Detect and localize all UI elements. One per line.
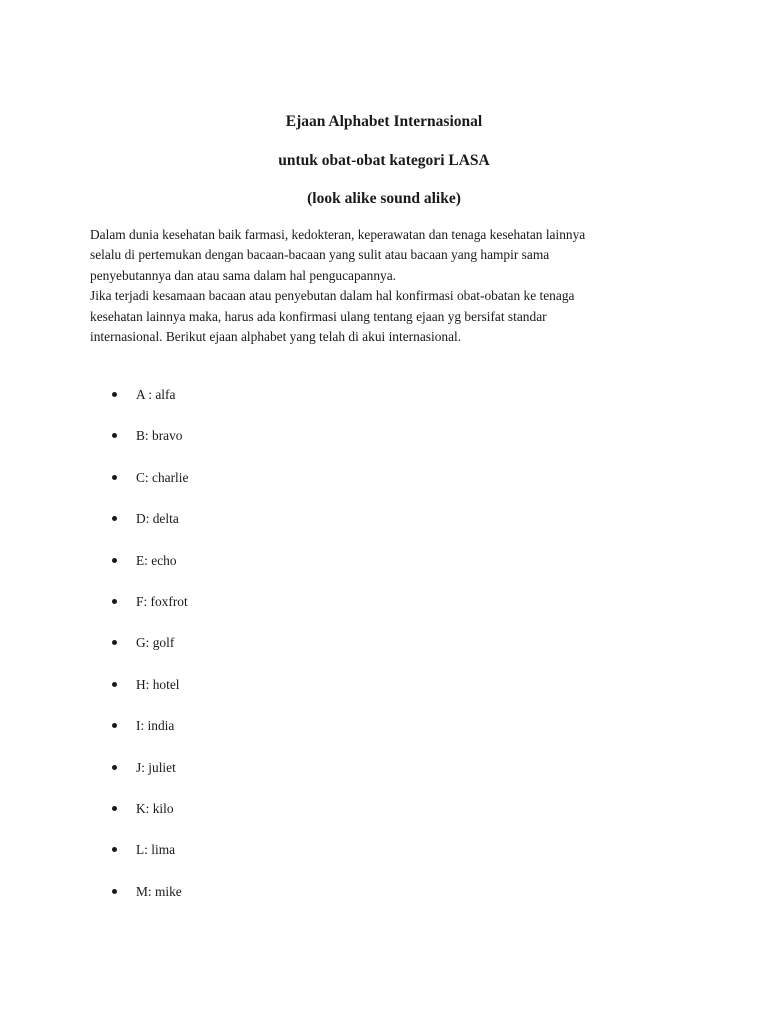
paragraph-line: kesehatan lainnya maka, harus ada konfirmasi ulang tentang ejaan yg bersifat standar (90, 308, 547, 324)
document-title: Ejaan Alphabet Internasional (285, 113, 483, 130)
list-item (0, 424, 768, 465)
phonetic-alphabet-list (0, 383, 768, 921)
bullet-icon (112, 847, 117, 852)
list-item (0, 673, 768, 714)
document-subtitle-secondary: (look alike sound alike) (307, 190, 461, 207)
list-item-text: M: mike (136, 883, 182, 899)
list-item-text: K: kilo (136, 800, 174, 816)
list-item (0, 590, 768, 631)
bullet-icon (112, 889, 117, 894)
list-item-text: H: hotel (136, 676, 180, 692)
list-item-text: J: juliet (136, 759, 176, 775)
bullet-icon (112, 806, 117, 811)
list-item (0, 714, 768, 755)
list-item (0, 383, 768, 424)
bullet-icon (112, 433, 117, 438)
list-item (0, 466, 768, 507)
intro-paragraph-1 (90, 225, 680, 286)
list-item (0, 631, 768, 672)
paragraph-line: penyebutannya dan atau sama dalam hal pengucapannya. (90, 267, 396, 283)
bullet-icon (112, 599, 117, 604)
list-item-text: D: delta (136, 511, 179, 527)
bullet-icon (112, 516, 117, 521)
list-item (0, 549, 768, 590)
list-item-text: B: bravo (136, 428, 183, 444)
list-item (0, 838, 768, 879)
bullet-icon (112, 475, 117, 480)
list-item-text: L: lima (136, 842, 176, 858)
list-item (0, 797, 768, 838)
bullet-icon (112, 558, 117, 563)
list-item-text: C: charlie (136, 469, 189, 485)
list-item (0, 507, 768, 548)
intro-paragraph-2 (90, 286, 680, 347)
paragraph-line: selalu di pertemukan dengan bacaan-bacaan yang sulit atau bacaan yang hampir sama (90, 247, 550, 263)
paragraph-line: Dalam dunia kesehatan baik farmasi, kedokteran, keperawatan dan tenaga kesehatan lainnya (90, 227, 586, 242)
list-item-text: I: india (136, 718, 175, 734)
document-subtitle: untuk obat-obat kategori LASA (278, 152, 490, 169)
paragraph-line: Jika terjadi kesamaan bacaan atau penyebutan dalam hal konfirmasi obat-obatan ke tenaga (90, 288, 575, 304)
list-item-text: G: golf (136, 635, 175, 651)
paragraph-line: internasional. Berikut ejaan alphabet yang telah di akui internasional. (90, 329, 462, 345)
bullet-icon (112, 640, 117, 645)
bullet-icon (112, 765, 117, 770)
bullet-icon (112, 392, 117, 397)
list-item-text: E: echo (136, 552, 177, 568)
bullet-icon (112, 682, 117, 687)
list-item-text: F: foxfrot (136, 593, 188, 609)
list-item (0, 756, 768, 797)
intro-text (90, 225, 680, 347)
bullet-icon (112, 723, 117, 728)
list-item (0, 880, 768, 921)
list-item-text: A : alfa (136, 387, 176, 402)
